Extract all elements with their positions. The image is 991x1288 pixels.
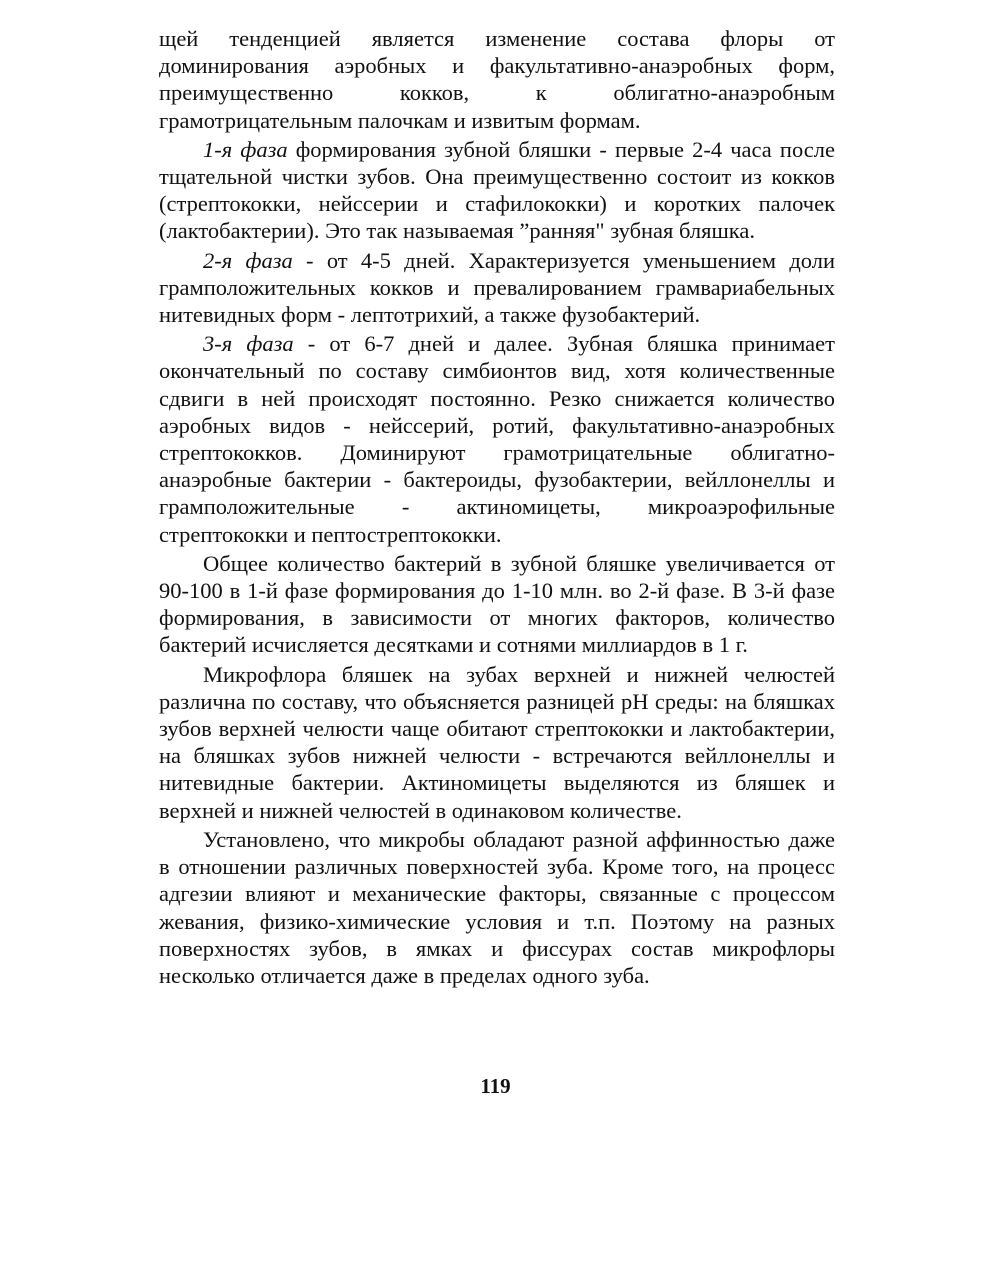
phase-1-label: 1-я фаза	[203, 136, 288, 162]
paragraph-text: от 6-7 дней и далее. Зубная бляшка принимает окончательный по составу симбионтов вид, хотя количественные сдвиги в ней происходят постоянно. Резко снижается количество аэробных видов - нейссерий, ротий, факультативно-анаэробных стрептококков. Доминируют грамотрицательные облигатно-анаэробные бактерии - бактероиды, фузобактерии, вейллонеллы и грамположительные - актиномицеты, микроаэрофильные стрептококки и пептострептококки.	[159, 331, 835, 547]
paragraph-bacteria-count	[159, 550, 835, 659]
paragraph-text: Микрофлора бляшек на зубах верхней и нижней челюстей различна по составу, что объясняется разницей pH среды: на бляшках зубов верхней челюсти чаще обитают стрептококки и лактобактерии, на бляшках зубов нижней челюсти - встречаются вейллонеллы и нитевидные бактерии. Актиномицеты выделяются из бляшек и верхней и нижней челюстей в одинаковом количестве.	[159, 661, 835, 823]
paragraph-text: Установлено, что микробы обладают разной аффинностью даже в отношении различных поверхностей зуба. Кроме того, на процесс адгезии влияют и механические факторы, связанные с процессом жевания, физико-химические условия и т.п. Поэтому на разных поверхностях зубов, в ямках и фиссурах состав микрофлоры несколько отличается даже в пределах одного зуба.	[159, 826, 835, 988]
paragraph-phase-1	[159, 136, 835, 245]
phase-2-label: 2-я фаза -	[203, 247, 314, 273]
paragraph-phase-2	[159, 247, 835, 329]
paragraph-text: формирования зубной бляшки - первые 2-4 часа после тщательной чистки зубов. Она преимущественно состоит из кокков (стрептококки, нейссерии и стафилококки) и коротких палочек (лактобактерии). Это так называемая ”ранняя" зубная бляшка.	[159, 136, 835, 244]
paragraph-text: щей тенденцией является изменение состава флоры от доминирования аэробных и факультативно-анаэробных форм, преимущественно кокков, к облигатно-анаэробным грамотрицательным палочкам и извитым формам.	[159, 26, 835, 133]
paragraph-jaw-microflora	[159, 661, 835, 824]
paragraph-text: от 4-5 дней. Характеризуется уменьшением доли грамположительных кокков и превалированием грамвариабельных нитевидных форм - лептотрихий, а также фузобактерий.	[159, 247, 835, 328]
paragraph-phase-3	[159, 330, 835, 548]
paragraph-affinity	[159, 826, 835, 989]
phase-3-label: 3-я фаза -	[203, 331, 316, 357]
paragraph-continuation	[159, 25, 835, 134]
page-body	[159, 25, 835, 991]
paragraph-text: Общее количество бактерий в зубной бляшке увеличивается от 90-100 в 1-й фазе формирования до 1-10 млн. во 2-й фазе. В 3-й фазе формирования, в зависимости от многих факторов, количество бактерий исчисляется десятками и сотнями миллиардов в 1 г.	[159, 550, 835, 658]
page-number: 119	[480, 1074, 511, 1098]
